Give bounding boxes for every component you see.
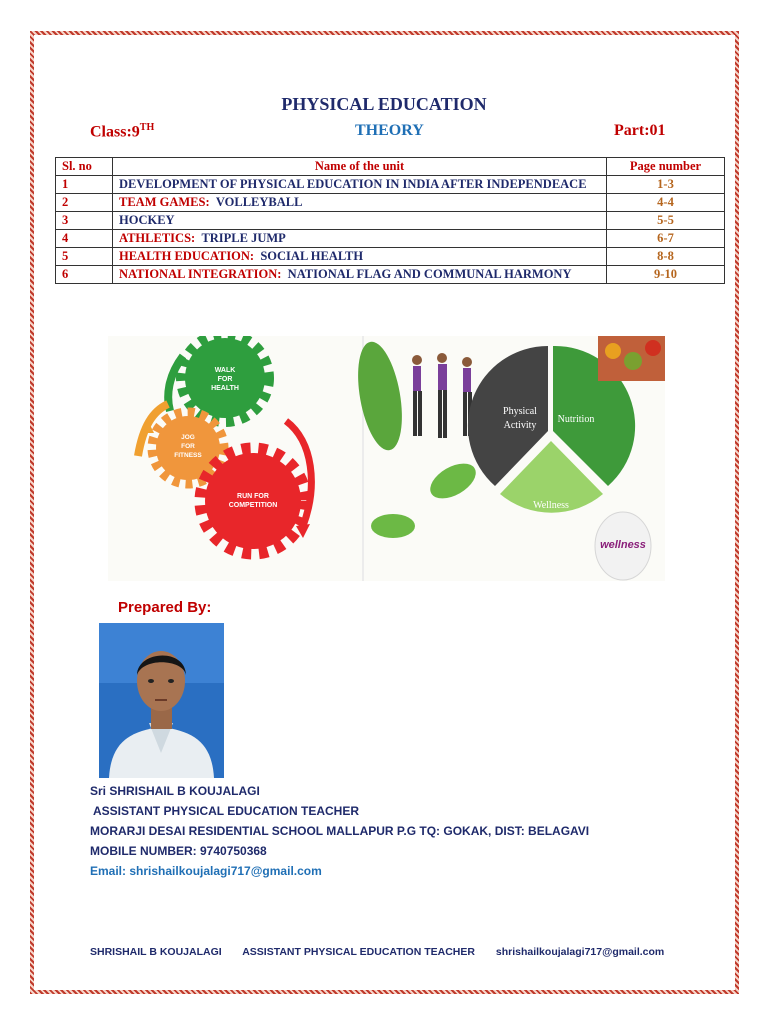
footer-email: shrishailkoujalagi717@gmail.com (495, 946, 665, 958)
cycle-physical-line1: Physical (503, 406, 537, 417)
gears-illustration (138, 336, 311, 554)
row-unit-name: HOCKEY (119, 213, 175, 227)
portrait-icon (99, 623, 224, 778)
header-sl-no: Sl. no (56, 158, 113, 176)
leaf-icon (424, 456, 481, 505)
gear-jog-line2: FOR (181, 443, 195, 450)
class-superscript: TH (139, 122, 155, 133)
author-name: Sri SHRISHAIL B KOUJALAGI (90, 784, 260, 798)
header-unit-name: Name of the unit (113, 158, 607, 176)
cycle-nutrition: Nutrition (557, 414, 595, 425)
gear-run-line2: COMPETITION (228, 502, 278, 509)
row-unit (113, 176, 607, 194)
page-footer (90, 946, 690, 958)
row-page: 9-10 (607, 266, 725, 284)
leaf-icon (351, 338, 409, 453)
footer-position: ASSISTANT PHYSICAL EDUCATION TEACHER (242, 946, 475, 958)
cycle-wellness: Wellness (533, 500, 569, 511)
row-page: 4-4 (607, 194, 725, 212)
banner-svg (108, 336, 665, 581)
table-row (56, 212, 725, 230)
author-photo (99, 623, 224, 778)
author-school: MORARJI DESAI RESIDENTIAL SCHOOL MALLAPUR P.G TQ: GOKAK, DIST: BELAGAVI (90, 824, 590, 838)
row-unit-name: NATIONAL FLAG AND COMMUNAL HARMONY (287, 267, 572, 281)
row-unit (113, 194, 607, 212)
table-row (56, 194, 725, 212)
row-sl: 5 (56, 248, 113, 266)
row-unit-prefix: HEALTH EDUCATION: (119, 249, 255, 263)
gear-run-line1: RUN FOR (237, 493, 269, 500)
row-page: 8-8 (607, 248, 725, 266)
table-row (56, 230, 725, 248)
gear-walk-line2: FOR (217, 376, 233, 383)
row-unit-prefix: TEAM GAMES: (119, 195, 210, 209)
row-unit-name: DEVELOPMENT OF PHYSICAL EDUCATION IN INDIA AFTER INDEPENDEACE (119, 177, 587, 191)
row-unit (113, 212, 607, 230)
footer-name: SHRISHAIL B KOUJALAGI (90, 946, 222, 958)
table-header-row (56, 158, 725, 176)
row-sl: 6 (56, 266, 113, 284)
wellness-illustration (351, 336, 665, 580)
table-row (56, 248, 725, 266)
row-sl: 2 (56, 194, 113, 212)
gear-jog-line1: JOG (181, 434, 195, 441)
author-mobile: MOBILE NUMBER: 9740750368 (90, 844, 267, 858)
women-exercising-icon (412, 353, 472, 438)
units-table (55, 157, 725, 284)
row-unit (113, 266, 607, 284)
row-unit-prefix: ATHLETICS: (119, 231, 196, 245)
gear-jog-line3: FITNESS (174, 452, 202, 459)
row-sl: 1 (56, 176, 113, 194)
row-unit-prefix: NATIONAL INTEGRATION: (119, 267, 282, 281)
table-row (56, 266, 725, 284)
theory-label: THEORY (355, 122, 424, 139)
row-unit-name: SOCIAL HEALTH (260, 249, 364, 263)
author-info (90, 781, 589, 881)
wellness-word: wellness (600, 539, 646, 551)
author-email: Email: shrishailkoujalagi717@gmail.com (90, 864, 322, 878)
row-unit-name: TRIPLE JUMP (201, 231, 286, 245)
row-page: 6-7 (607, 230, 725, 248)
row-page: 5-5 (607, 212, 725, 230)
row-unit (113, 230, 607, 248)
author-position: ASSISTANT PHYSICAL EDUCATION TEACHER (93, 804, 360, 818)
prepared-by-label: Prepared By: (118, 599, 212, 616)
header-page-number: Page number (607, 158, 725, 176)
gear-walk-line3: HEALTH (211, 385, 239, 392)
illustration-banner (108, 336, 665, 581)
leaf-icon (371, 514, 415, 538)
row-sl: 3 (56, 212, 113, 230)
table-row (56, 176, 725, 194)
part-label: Part:01 (614, 122, 666, 139)
row-sl: 4 (56, 230, 113, 248)
page-title: PHYSICAL EDUCATION (281, 94, 487, 114)
row-unit-name: VOLLEYBALL (215, 195, 303, 209)
cycle-physical-line2: Activity (503, 420, 537, 431)
class-text: Class:9 (90, 123, 140, 141)
class-label (90, 122, 154, 141)
row-unit (113, 248, 607, 266)
gear-walk-line1: WALK (214, 367, 236, 374)
row-page: 1-3 (607, 176, 725, 194)
